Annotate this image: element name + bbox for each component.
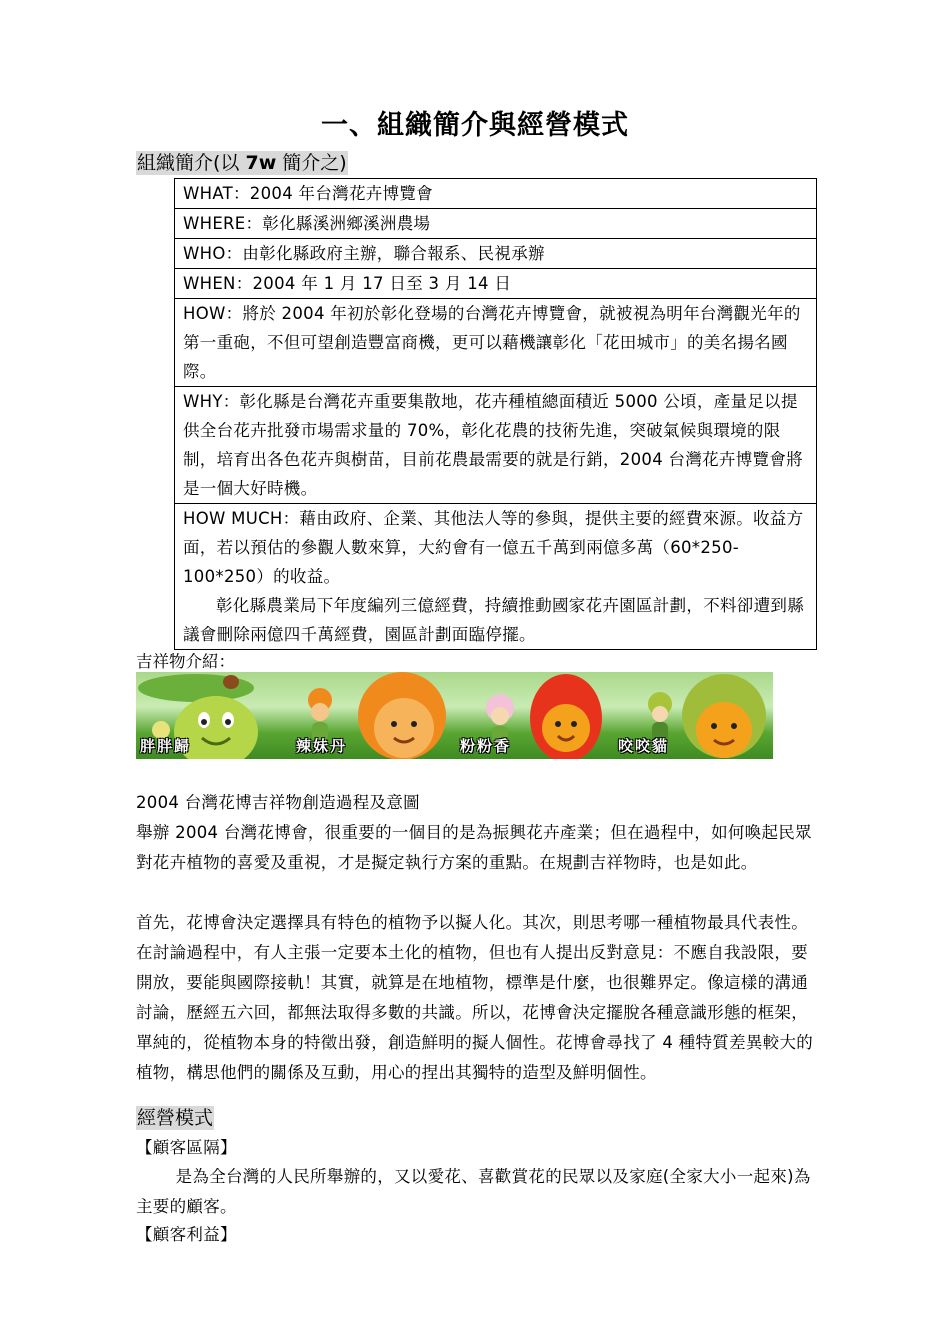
eye-shape (711, 723, 717, 729)
customer-segment-text: 是為全台灣的人民所舉辦的，又以愛花、喜歡賞花的民眾以及家庭(全家大小一起來)為主要的顧客。 (136, 1167, 811, 1216)
heading-mid: 以 (220, 152, 246, 174)
eye-shape (391, 721, 397, 727)
mascot-name: 辣妹丹 (296, 737, 348, 755)
big-face-shape (374, 698, 434, 758)
heading-suffix: 簡介之) (276, 152, 347, 174)
small-face-shape (652, 706, 668, 722)
section-heading-organization (136, 151, 348, 175)
small-face-shape (491, 707, 509, 725)
table-row (175, 269, 817, 299)
mascot-panel-1 (136, 672, 292, 759)
eye-shape (571, 721, 577, 727)
big-face-shape (696, 702, 752, 758)
table-cell-who: WHO：由彰化縣政府主辦，聯合報系、民視承辦 (175, 239, 817, 269)
table-cell-how-much (175, 504, 817, 650)
story-title: 2004 台灣花博吉祥物創造過程及意圖 (136, 793, 420, 812)
mascot-name: 胖胖歸 (140, 737, 192, 755)
table-row (175, 504, 817, 650)
mascot-name: 咬咬貓 (618, 737, 670, 755)
table-cell-what: WHAT：2004 年台灣花卉博覽會 (175, 179, 817, 209)
7w-table (174, 178, 817, 650)
how-much-text: HOW MUCH：藉由政府、企業、其他法人等的參與，提供主要的經費來源。收益方面，若以預估的參觀人數來算，大約會有一億五千萬到兩億多萬（60*250-100*250）的收益。 (183, 509, 804, 586)
heading-bold: 7w (245, 152, 277, 174)
page-title: 一、組織簡介與經營模式 (321, 110, 629, 141)
story-paragraph-2: 首先，花博會決定選擇具有特色的植物予以擬人化。其次，則思考哪一種植物最具代表性。在討論過程中，有人主張一定要本土化的植物，但也有人提出反對意見：不應自我設限，要開放，要能與國際接軌！其實，就算是在地植物，標準是什麼，也很難界定。像這樣的溝通討論，歷經五六回，都無法取得多數的共識。所以，花博會決定擺脫各種意識形態的框架，單純的，從植物本身的特徵出發，創造鮮明的擬人個性。花博會尋找了 4 種特質差異較大的植物，構思他們的關係及互動，用心的捏出其獨特的造型及鮮明個性。 (136, 913, 814, 1082)
table-row (175, 179, 817, 209)
mascot-panel-2 (292, 672, 456, 759)
subheading-customer-segment: 【顧客區隔】 (136, 1138, 237, 1157)
mascot-banner (136, 672, 773, 759)
table-row (175, 239, 817, 269)
eye-shape (411, 721, 417, 727)
pupil-shape (225, 719, 231, 725)
table-row (175, 299, 817, 387)
section-heading-business-model: 經營模式 (137, 1107, 214, 1129)
eye-shape (731, 723, 737, 729)
big-face-shape (542, 704, 590, 752)
subheading-customer-benefit: 【顧客利益】 (136, 1225, 237, 1244)
table-row (175, 209, 817, 239)
mascot-panel-4 (614, 672, 773, 759)
how-much-extra: 彰化縣農業局下年度編列三億經費，持續推動國家花卉園區計劃，不料卻遭到縣議會刪除兩億四千萬經費，園區計劃面臨停擺。 (183, 596, 804, 644)
small-face-shape (311, 703, 329, 721)
eye-shape (555, 721, 561, 727)
table-cell-how: HOW：將於 2004 年初於彰化登場的台灣花卉博覽會，就被視為明年台灣觀光年的第一重砲，不但可望創造豐富商機，更可以藉機讓彰化「花田城市」的美名揚名國際。 (175, 299, 817, 387)
mascot-name: 粉粉香 (460, 737, 512, 755)
mascot-panel-3 (456, 672, 614, 759)
seed-shape (223, 675, 239, 689)
heading-prefix: 組織簡介( (137, 152, 221, 174)
table-cell-why: WHY：彰化縣是台灣花卉重要集散地，花卉種植總面積近 5000 公頃，產量足以提供全台花卉批發市場需求量的 70%，彰化花農的技術先進，突破氣候與環境的限制，培育出各色花卉與樹苗，目前花農最需要的就是行銷，2004 台灣花卉博覽會將是一個大好時機。 (175, 387, 817, 504)
table-cell-where: WHERE：彰化縣溪洲鄉溪洲農場 (175, 209, 817, 239)
story-paragraph-1: 舉辦 2004 台灣花博會，很重要的一個目的是為振興花卉產業；但在過程中，如何喚起民眾對花卉植物的喜愛及重視，才是擬定執行方案的重點。在規劃吉祥物時，也是如此。 (136, 823, 812, 872)
table-cell-when: WHEN：2004 年 1 月 17 日至 3 月 14 日 (175, 269, 817, 299)
table-row (175, 387, 817, 504)
mascot-label: 吉祥物介紹： (136, 652, 235, 671)
pupil-shape (201, 719, 207, 725)
